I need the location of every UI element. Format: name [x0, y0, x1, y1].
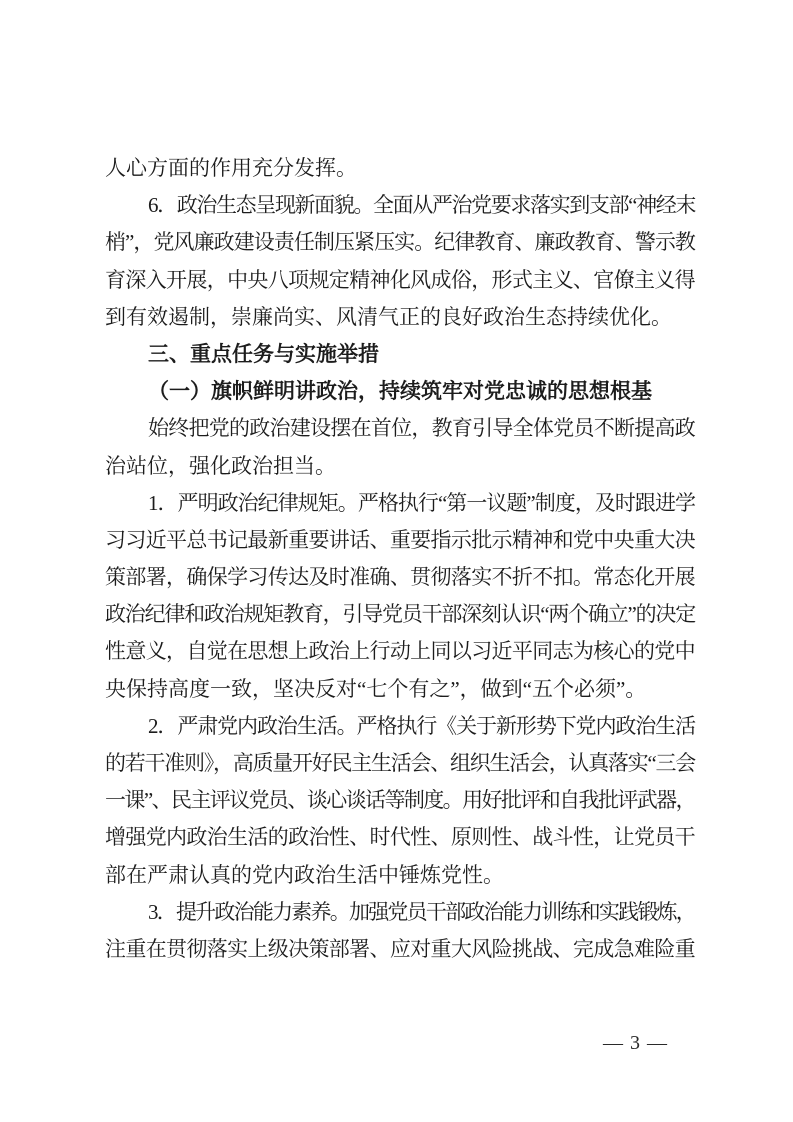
text-line — [105, 559, 695, 596]
text-line-content: 人心方面的作用充分发挥。 — [105, 156, 357, 180]
text-line — [105, 894, 695, 931]
text-line-content: 习习近平总书记最新重要讲话、重要指示批示精神和党中央重大决 — [105, 527, 695, 552]
text-line-content: 到有效遏制，崇廉尚实、风清气正的良好政治生态持续优化。 — [105, 304, 672, 329]
text-line-content: （一）旗帜鲜明讲政治，持续筑牢对党忠诚的思想根基 — [148, 379, 652, 404]
text-line-content: 央保持高度一致，坚决反对“七个有之”，做到“五个必须”。 — [105, 676, 647, 701]
text-line-content: 政治纪律和政治规矩教育，引导党员干部深刻认识“两个确立”的决定 — [105, 602, 695, 627]
text-line-content: 2．严肃党内政治生活。严格执行《关于新形势下党内政治生活 — [148, 713, 695, 738]
text-line — [105, 336, 695, 373]
text-line — [105, 187, 695, 224]
text-line-content: 的若干准则》，高质量开好民主生活会、组织生活会，认真落实“三会 — [105, 751, 695, 775]
text-line-content: 增强党内政治生活的政治性、时代性、原则性、战斗性，让党员干 — [105, 825, 695, 850]
text-line — [105, 596, 695, 633]
text-line — [105, 745, 695, 782]
text-line — [105, 373, 695, 410]
text-line — [105, 485, 695, 522]
text-line — [105, 448, 695, 485]
text-line — [105, 522, 695, 559]
text-line-content: 育深入开展，中央八项规定精神化风成俗，形式主义、官僚主义得 — [105, 267, 695, 292]
page-number: — 3 — — [603, 1032, 668, 1054]
text-line-content: 策部署，确保学习传达及时准确、贯彻落实不折不扣。常态化开展 — [105, 565, 695, 590]
text-line — [105, 262, 695, 299]
text-line-content: 性意义，自觉在思想上政治上行动上同以习近平同志为核心的党中 — [105, 639, 695, 664]
text-line-content: 始终把党的政治建设摆在首位，教育引导全体党员不断提高政 — [148, 416, 695, 441]
text-line — [105, 931, 695, 968]
text-line-content: 一课”、民主评议党员、谈心谈话等制度。用好批评和自我批评武器， — [105, 788, 695, 813]
text-line — [105, 224, 695, 261]
text-line — [105, 633, 695, 670]
text-line-content: 治站位，强化政治担当。 — [105, 453, 336, 478]
text-line — [105, 819, 695, 856]
text-line — [105, 782, 695, 819]
text-line-content: 3．提升政治能力素养。加强党员干部政治能力训练和实践锻炼， — [148, 899, 695, 924]
text-line — [105, 299, 695, 336]
document-text — [105, 150, 695, 968]
text-line — [105, 150, 695, 187]
text-line — [105, 708, 695, 745]
text-line — [105, 671, 695, 708]
text-line-content: 注重在贯彻落实上级决策部署、应对重大风险挑战、完成急难险重 — [105, 936, 695, 961]
text-line-content: 6．政治生态呈现新面貌。全面从严治党要求落实到支部“神经末 — [148, 193, 695, 218]
text-line-content: 部在严肃认真的党内政治生活中锤炼党性。 — [105, 862, 504, 887]
text-line-content: 1．严明政治纪律规矩。严格执行“第一议题”制度，及时跟进学 — [148, 490, 695, 515]
text-line — [105, 857, 695, 894]
text-line — [105, 410, 695, 447]
text-line-content: 梢”，党风廉政建设责任制压紧压实。纪律教育、廉政教育、警示教 — [105, 230, 695, 255]
text-line-content: 三、重点任务与实施举措 — [148, 342, 379, 366]
